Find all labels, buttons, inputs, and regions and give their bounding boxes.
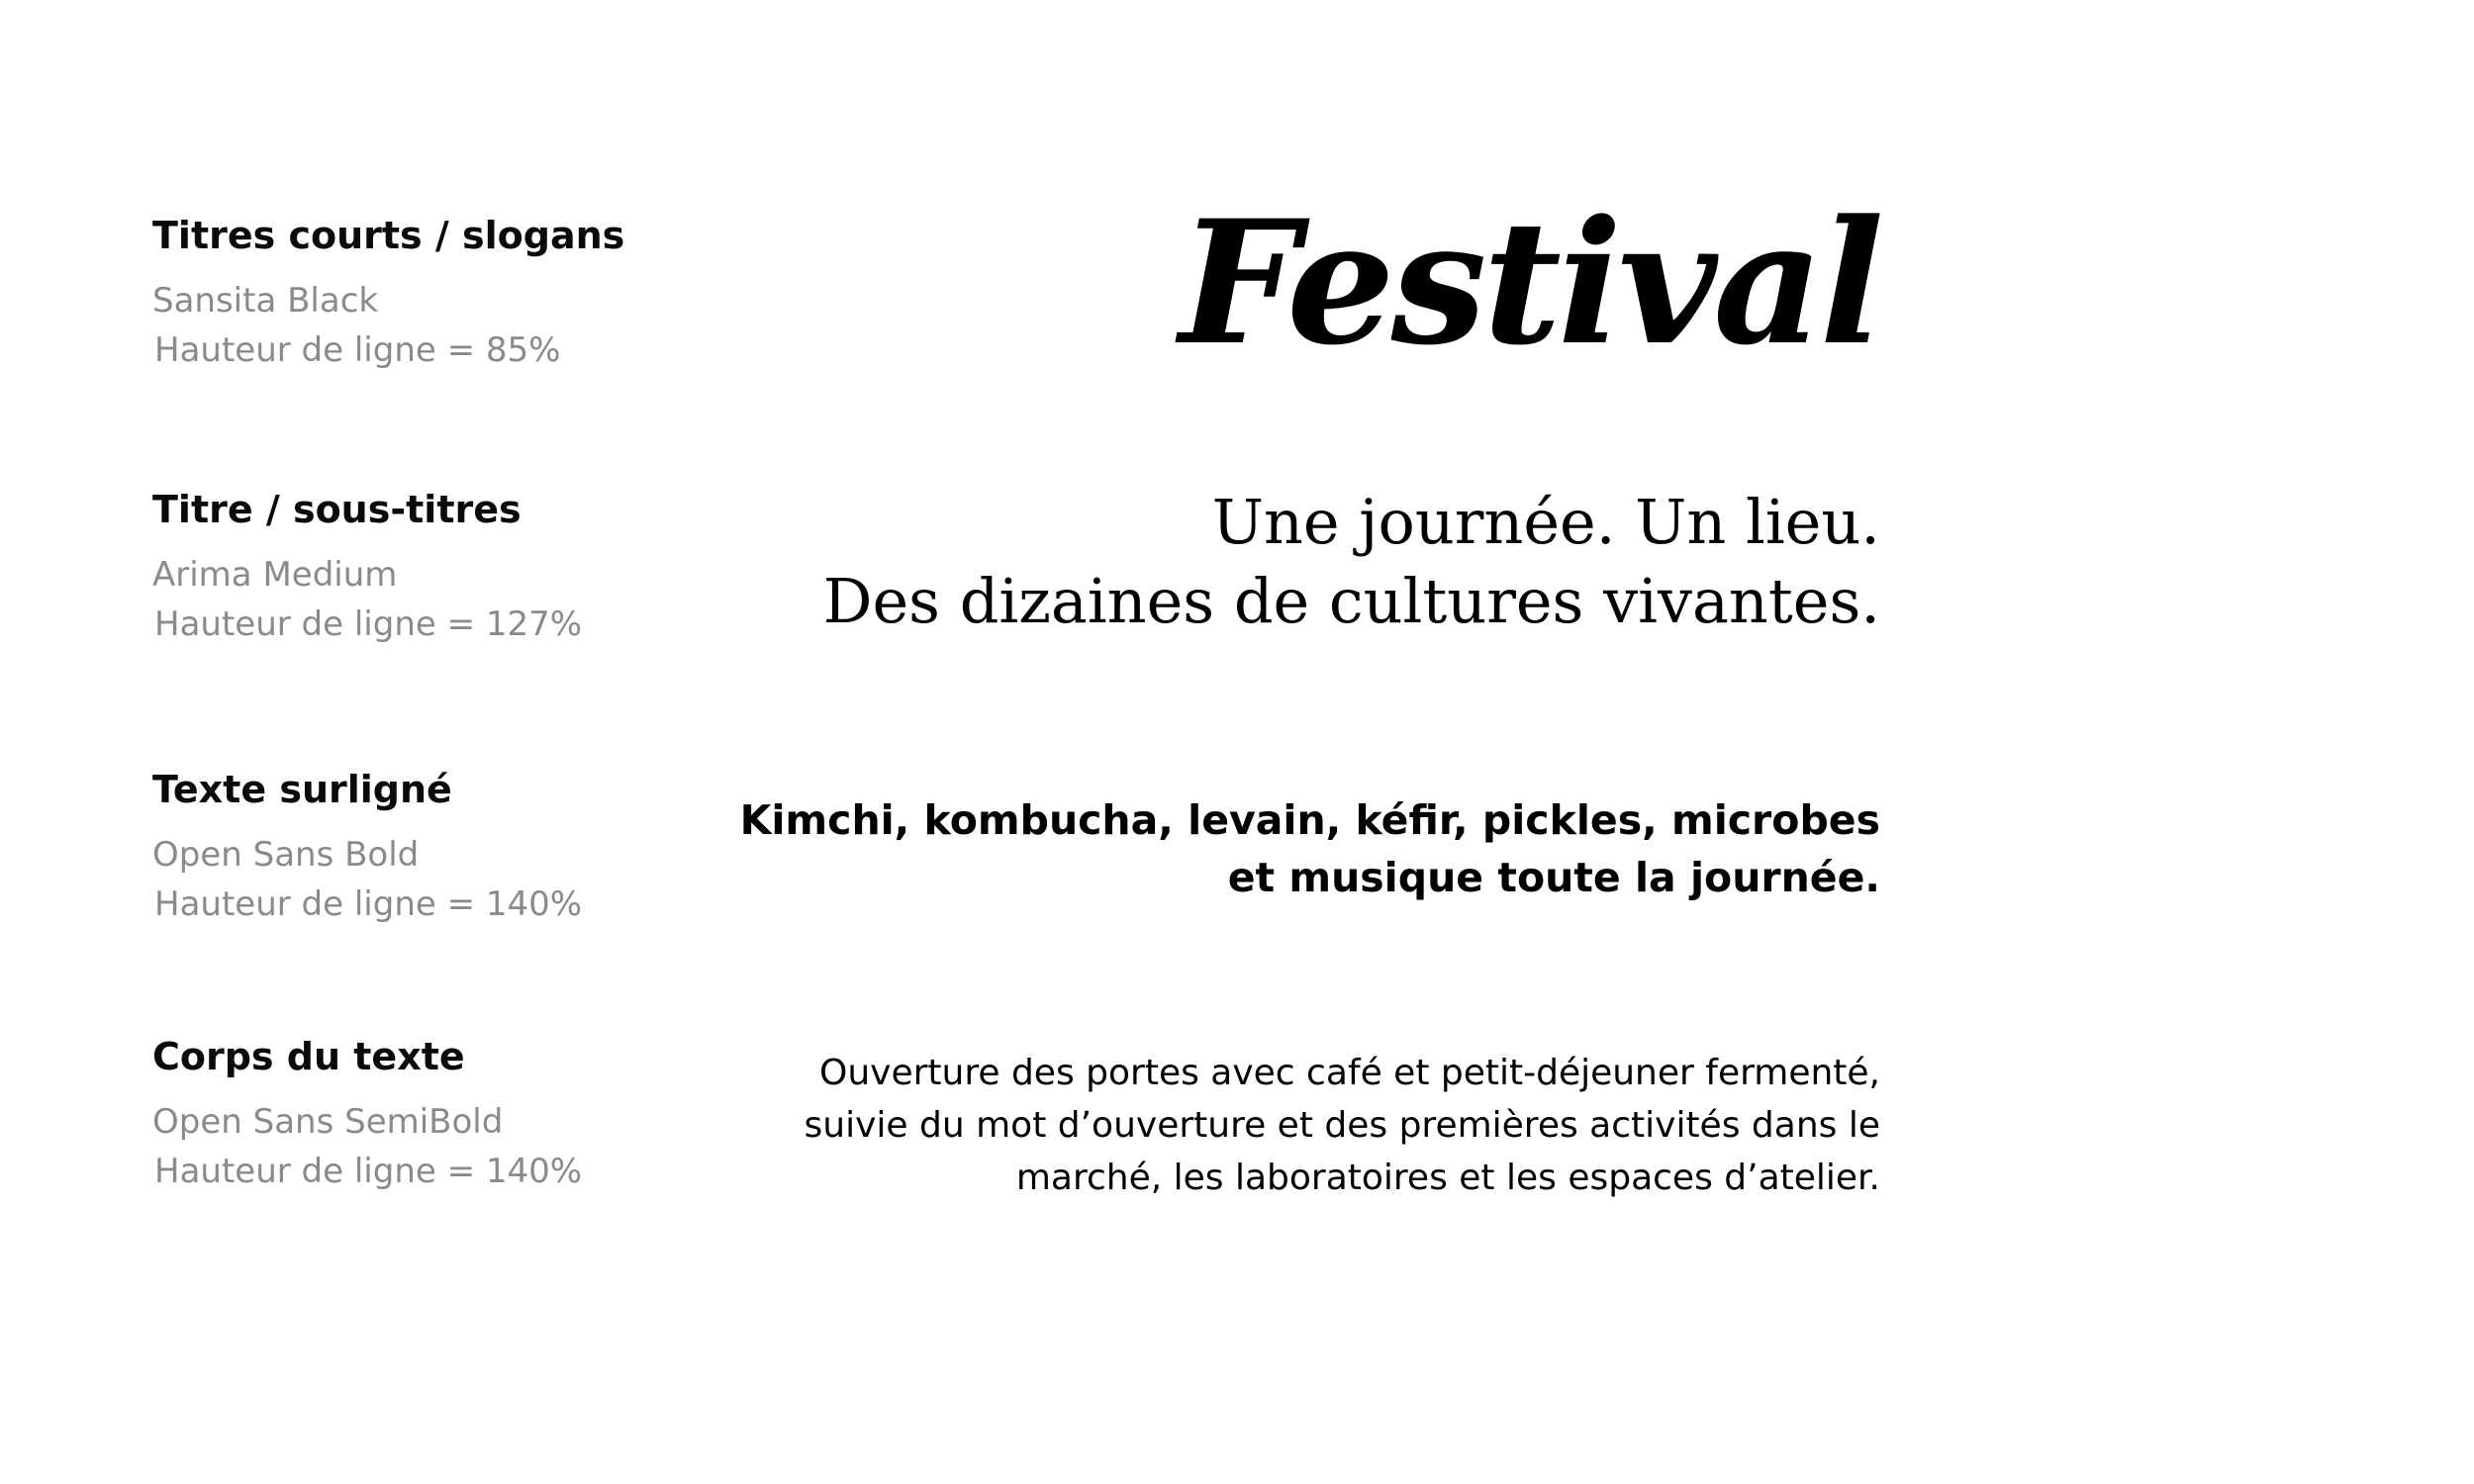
sample-subtitle-line: Des dizaines de cultures vivantes. — [822, 565, 1880, 637]
sample-highlight — [740, 791, 1880, 906]
spec-title: Corps du texte — [152, 1035, 465, 1078]
sample-body-line: Ouverture des portes avec café et petit-déjeuner fermenté, — [819, 1053, 1880, 1093]
sample-subtitle — [823, 483, 1880, 641]
spec-line-height: Hauteur de ligne = 140% — [154, 884, 583, 924]
sample-slogan: Festival — [1179, 182, 1880, 383]
spec-line-height: Hauteur de ligne = 127% — [154, 604, 583, 644]
spec-font-name: Open Sans SemiBold — [152, 1102, 504, 1142]
sample-body — [805, 1047, 1880, 1204]
spec-line-height: Hauteur de ligne = 85% — [154, 330, 561, 370]
spec-body-text — [152, 1032, 766, 1196]
spec-title: Titres courts / slogans — [152, 214, 625, 257]
spec-highlighted-text — [152, 765, 766, 929]
spec-short-titles — [152, 211, 766, 375]
spec-title: Titre / sous-titres — [152, 488, 522, 531]
spec-subtitles — [152, 485, 766, 649]
spec-font-name: Open Sans Bold — [152, 835, 420, 875]
sample-highlight-line: et musique toute la journée. — [1227, 854, 1880, 901]
spec-title: Texte surligné — [152, 768, 452, 811]
sample-body-line: marché, les laboratoires et les espaces d’atelier. — [1015, 1158, 1880, 1198]
spec-line-height: Hauteur de ligne = 140% — [154, 1152, 583, 1191]
sample-body-line: suivie du mot d’ouverture et des premières activités dans le — [804, 1105, 1880, 1146]
sample-highlight-line: Kimchi, kombucha, levain, kéfir, pickles, microbes — [739, 796, 1880, 844]
sample-subtitle-line: Une journée. Un lieu. — [1211, 486, 1880, 558]
spec-font-name: Sansita Black — [152, 281, 379, 321]
spec-font-name: Arima Medium — [152, 555, 398, 595]
